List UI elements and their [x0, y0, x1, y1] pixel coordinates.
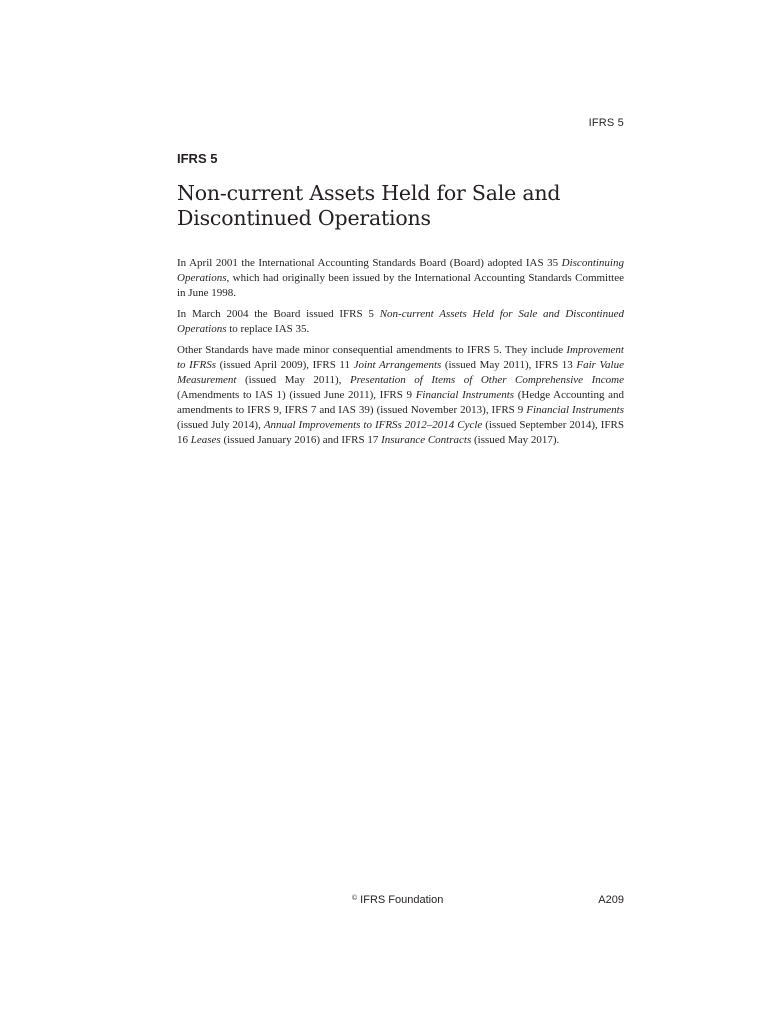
document-title — [177, 181, 637, 231]
introduction-body — [177, 256, 624, 454]
paragraph-2: In March 2004 the Board issued IFRS 5 Non-current Assets Held for Sale and Discontinued Operations to replace IAS 35. — [177, 308, 624, 335]
copyright-text: IFRS Foundation — [360, 894, 444, 906]
title-line-1: Non-current Assets Held for Sale and — [177, 181, 561, 205]
title-line-2: Discontinued Operations — [177, 206, 431, 230]
footer-copyright — [352, 894, 443, 906]
paragraph-3: Other Standards have made minor consequential amendments to IFRS 5. They include Improvement to IFRSs (issued April 2009), IFRS 11 Joint Arrangements (issued May 2011), IFRS 13 Fair Value Measurement (issued May 2011), Presentation of Items of Other Comprehensive Income (Amendments to IAS 1) (issued June 2011), IFRS 9 Financial Instruments (Hedge Accounting and amendments to IFRS 9, IFRS 7 and IAS 39) (issued November 2013), IFRS 9 Financial Instruments (issued July 2014), Annual Improvements to IFRSs 2012–2014 Cycle (issued September 2014), IFRS 16 Leases (issued January 2016) and IFRS 17 Insurance Contracts (issued May 2017). — [177, 344, 625, 446]
section-label: IFRS 5 — [177, 151, 218, 166]
page-number: A209 — [598, 894, 624, 906]
running-head: IFRS 5 — [588, 117, 624, 129]
paragraph-1: In April 2001 the International Accounting Standards Board (Board) adopted IAS 35 Discontinuing Operations, which had originally been issued by the International Accounting Standards Committee in June 1998. — [177, 257, 624, 299]
copyright-symbol: © — [352, 895, 358, 902]
